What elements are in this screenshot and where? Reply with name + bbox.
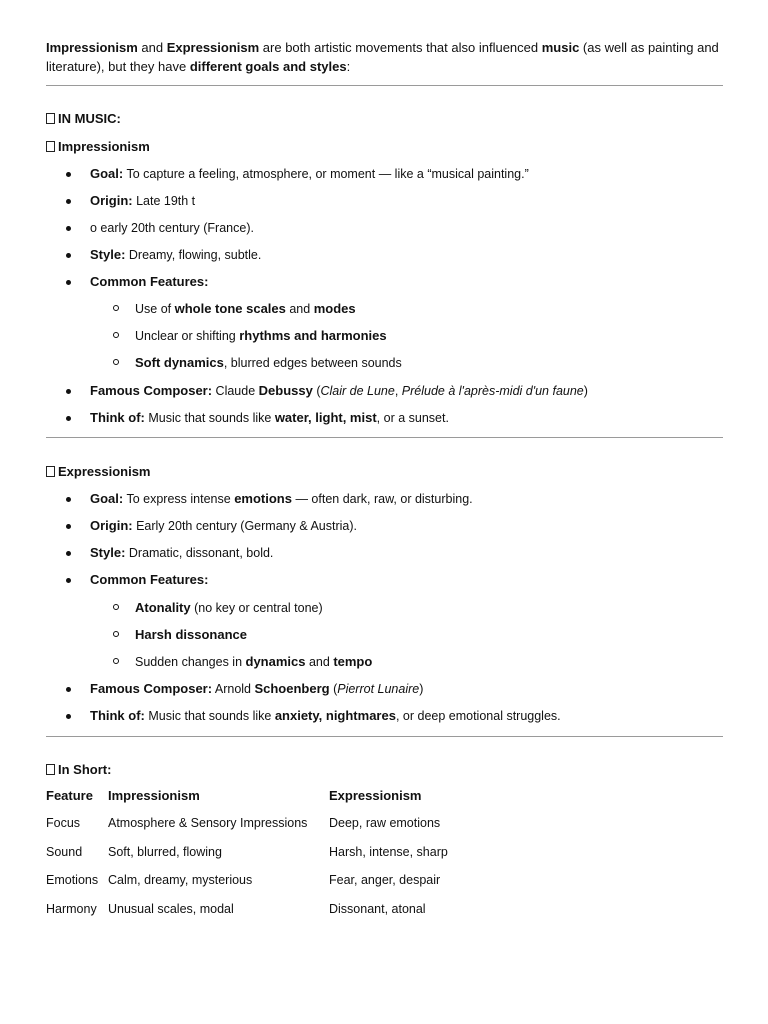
- list-item-text: [90, 273, 208, 291]
- list-item-text: [90, 544, 273, 562]
- text-bold: rhythms and harmonies: [239, 328, 387, 343]
- table-header-row: [46, 788, 529, 816]
- value: To capture a feeling, atmosphere, or moment — like a “musical painting.”: [123, 167, 529, 181]
- table-cell: Atmosphere & Sensory Impressions: [108, 816, 308, 830]
- table-cell: Deep, raw emotions: [329, 816, 441, 830]
- column-header: Feature: [46, 788, 93, 803]
- text-bold: anxiety, nightmares: [274, 708, 396, 723]
- text-bold: Harsh dissonance: [135, 627, 247, 642]
- bullet-icon: [66, 389, 71, 394]
- bullet-icon: [66, 687, 71, 692]
- list-item-text: [90, 382, 588, 400]
- intro-term-goals: different goals and styles: [189, 59, 347, 74]
- text: Use of: [135, 302, 175, 316]
- table-row: [46, 873, 529, 902]
- intro-term-music: music: [541, 40, 580, 55]
- bullet-icon: [66, 253, 71, 258]
- horizontal-rule: [46, 437, 723, 438]
- label: Goal:: [90, 491, 124, 506]
- text-bold: Soft dynamics: [135, 355, 224, 370]
- hollow-bullet-icon: [113, 332, 119, 338]
- sub-item-text: [135, 327, 387, 345]
- value: Dramatic, dissonant, bold.: [125, 546, 274, 560]
- intro-paragraph: [46, 38, 723, 76]
- text: — often dark, raw, or disturbing.: [291, 492, 473, 506]
- sub-item-text: [135, 354, 402, 372]
- list-item-text: [90, 517, 357, 535]
- label: Common Features:: [90, 572, 209, 587]
- sub-item-text: [135, 300, 356, 318]
- intro-text: are both artistic movements that also influenced: [259, 40, 542, 55]
- heading-text: Expressionism: [58, 464, 151, 479]
- label: Goal:: [90, 166, 124, 181]
- bullet-icon: [66, 280, 71, 285]
- comparison-table: [46, 788, 529, 930]
- heading-text: Impressionism: [58, 139, 150, 154]
- value: Dreamy, flowing, subtle.: [125, 248, 262, 262]
- label: Famous Composer:: [90, 681, 213, 696]
- hollow-bullet-icon: [113, 658, 119, 664]
- impressionism-heading: [46, 139, 150, 155]
- heading-text: IN MUSIC:: [58, 111, 121, 126]
- label: Think of:: [90, 708, 145, 723]
- text-bold: Atonality: [135, 600, 191, 615]
- text: Music that sounds like: [144, 709, 275, 723]
- missing-glyph-icon: [46, 113, 55, 124]
- table-cell: Fear, anger, despair: [329, 873, 441, 887]
- text-italic: Clair de Lune: [320, 384, 395, 398]
- text: Unclear or shifting: [135, 329, 240, 343]
- table-cell: Unusual scales, modal: [108, 901, 234, 916]
- text: (no key or central tone): [190, 601, 323, 615]
- column-header: Expressionism: [329, 788, 422, 803]
- text: , or deep emotional struggles.: [395, 709, 561, 723]
- bullet-icon: [66, 416, 71, 421]
- bullet-icon: [66, 551, 71, 556]
- label: Think of:: [90, 410, 145, 425]
- text-bold: emotions: [234, 491, 292, 506]
- value: Early 20th century (Germany & Austria).: [132, 519, 357, 533]
- expressionism-heading: [46, 464, 151, 480]
- label: Style:: [90, 545, 126, 560]
- intro-text: (as well as painting and literature), but they have: [46, 40, 719, 74]
- text: Music that sounds like: [144, 411, 275, 425]
- list-item-text: [90, 571, 208, 589]
- horizontal-rule: [46, 85, 723, 86]
- missing-glyph-icon: [46, 466, 55, 477]
- list-item-text: [90, 490, 473, 508]
- hollow-bullet-icon: [113, 359, 119, 365]
- text-bold: Debussy: [258, 383, 313, 398]
- value: Late 19th t: [132, 194, 196, 208]
- text: ): [583, 384, 588, 398]
- column-header: Impressionism: [108, 788, 200, 803]
- text: (: [329, 682, 338, 696]
- text-italic: Prélude à l'après-midi d'un faune: [401, 384, 584, 398]
- text-bold: water, light, mist: [274, 410, 377, 425]
- text: , or a sunset.: [376, 411, 449, 425]
- text-bold: whole tone scales: [174, 301, 286, 316]
- text-bold: dynamics: [245, 654, 306, 669]
- bullet-icon: [66, 578, 71, 583]
- hollow-bullet-icon: [113, 631, 119, 637]
- list-item-text: [90, 246, 261, 264]
- table-cell: Soft, blurred, flowing: [108, 844, 222, 859]
- intro-term-impressionism: Impressionism: [46, 40, 138, 55]
- sub-item-text: [135, 626, 247, 644]
- table-cell: Calm, dreamy, mysterious: [108, 873, 253, 887]
- list-item-text: [90, 707, 561, 725]
- text-italic: Pierrot Lunaire: [337, 682, 420, 696]
- text: and: [305, 655, 334, 669]
- hollow-bullet-icon: [113, 604, 119, 610]
- label: Famous Composer:: [90, 383, 213, 398]
- hollow-bullet-icon: [113, 305, 119, 311]
- bullet-icon: [66, 226, 71, 231]
- text: Arnold: [212, 682, 255, 696]
- table-cell: Sound: [46, 844, 83, 859]
- table-row: [46, 845, 529, 874]
- text: Sudden changes in: [135, 655, 246, 669]
- intro-term-expressionism: Expressionism: [166, 40, 260, 55]
- table-row: [46, 902, 529, 931]
- label: Origin:: [90, 518, 133, 533]
- horizontal-rule: [46, 736, 723, 737]
- sub-item-text: [135, 599, 323, 617]
- bullet-icon: [66, 714, 71, 719]
- label: Style:: [90, 247, 126, 262]
- label: Origin:: [90, 193, 133, 208]
- table-cell: Emotions: [46, 873, 99, 887]
- label: Common Features:: [90, 274, 209, 289]
- missing-glyph-icon: [46, 764, 55, 775]
- in-music-heading: [46, 111, 121, 127]
- list-item-text: [90, 409, 449, 427]
- table-row: [46, 816, 529, 845]
- text: (: [312, 384, 321, 398]
- table-cell: Harsh, intense, sharp: [329, 844, 448, 859]
- missing-glyph-icon: [46, 141, 55, 152]
- list-item-text: [90, 165, 529, 183]
- text: and: [285, 302, 314, 316]
- intro-text: and: [137, 40, 167, 55]
- table-cell: Harmony: [46, 901, 97, 916]
- text: To express intense: [123, 492, 235, 506]
- heading-text: In Short:: [58, 762, 112, 777]
- table-cell: Dissonant, atonal: [329, 901, 426, 916]
- list-item-text: [90, 192, 195, 210]
- list-item-text: o early 20th century (France).: [90, 221, 254, 235]
- text: ,: [394, 384, 402, 398]
- text-bold: Schoenberg: [254, 681, 330, 696]
- bullet-icon: [66, 199, 71, 204]
- text-bold: modes: [313, 301, 356, 316]
- text: ): [419, 682, 424, 696]
- text: , blurred edges between sounds: [223, 356, 402, 370]
- table-cell: Focus: [46, 816, 81, 830]
- bullet-icon: [66, 172, 71, 177]
- bullet-icon: [66, 497, 71, 502]
- in-short-heading: [46, 762, 111, 778]
- list-item-text: [90, 680, 423, 698]
- bullet-icon: [66, 524, 71, 529]
- intro-text: :: [346, 59, 351, 74]
- text: Claude: [212, 384, 259, 398]
- sub-item-text: [135, 653, 372, 671]
- text-bold: tempo: [333, 654, 373, 669]
